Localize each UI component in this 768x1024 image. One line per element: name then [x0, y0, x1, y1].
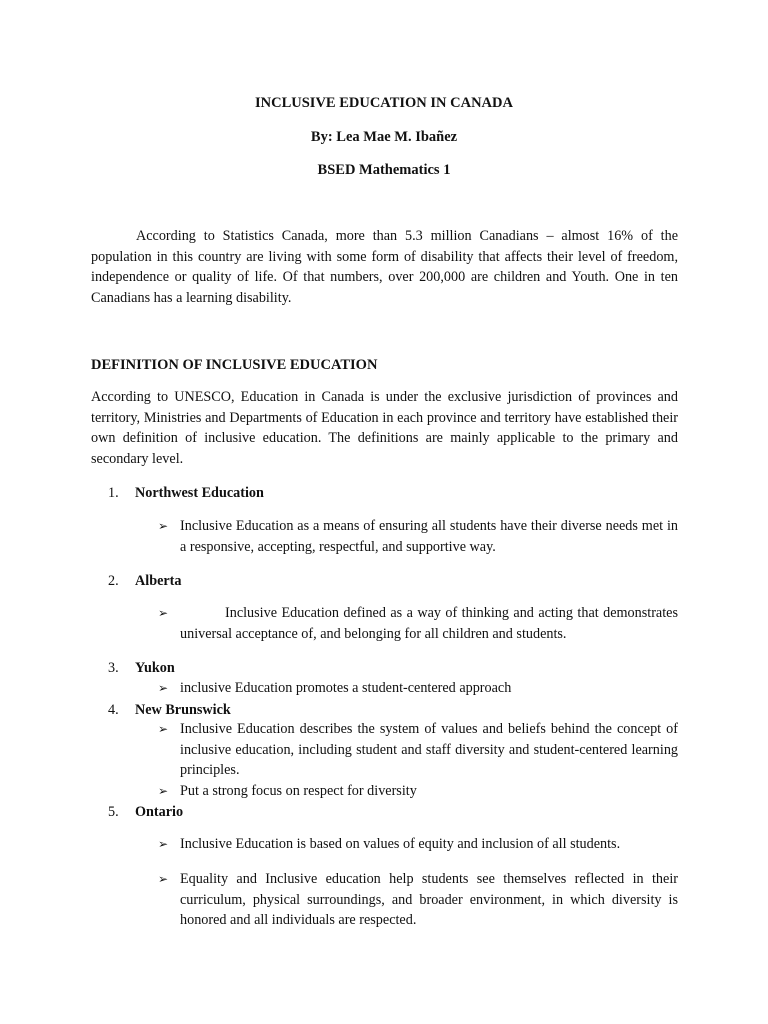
- bullet-point: [158, 834, 678, 855]
- list-item: [108, 701, 231, 719]
- bullet-point: [158, 678, 678, 699]
- list-item-number: 1.: [108, 485, 119, 501]
- list-item-name: Yukon: [135, 660, 175, 676]
- bullet-point: [158, 869, 678, 931]
- bullet-point: [158, 516, 678, 557]
- section-paragraph: According to UNESCO, Education in Canada is under the exclusive jurisdiction of provinces and territory, Ministries and Departments of Education in each province and territory have established their own definition of inclusive education. The definitions are mainly applicable to the primary and secondary level.: [91, 389, 678, 467]
- bullet-text: Inclusive Education as a means of ensuring all students have their diverse needs met in a responsive, accepting, respectful, and supportive way.: [180, 518, 678, 555]
- section-heading: DEFINITION OF INCLUSIVE EDUCATION: [91, 357, 378, 373]
- list-item-name: New Brunswick: [135, 702, 231, 718]
- bullet-point: [158, 719, 678, 781]
- bullet-point: [158, 603, 678, 644]
- bullet-point: [158, 781, 678, 802]
- arrow-bullet-icon: ➢: [158, 606, 169, 620]
- arrow-bullet-icon: ➢: [158, 681, 169, 695]
- arrow-bullet-icon: ➢: [158, 722, 169, 736]
- list-item: [108, 484, 264, 502]
- arrow-bullet-icon: ➢: [158, 784, 169, 798]
- list-item-number: 5.: [108, 804, 119, 820]
- arrow-bullet-icon: ➢: [158, 837, 169, 851]
- list-item: [108, 659, 175, 677]
- intro-paragraph: According to Statistics Canada, more than 5.3 million Canadians – almost 16% of the population in this country are living with some form of disability that affects their level of freedom, independence or quality of life. Of that numbers, over 200,000 are children and Youth. One in ten Canadians has a learning disability.: [91, 228, 678, 306]
- document-title: INCLUSIVE EDUCATION IN CANADA: [255, 95, 513, 111]
- arrow-bullet-icon: ➢: [158, 519, 169, 533]
- bullet-text: Equality and Inclusive education help students see themselves reflected in their curriculum, physical surroundings, and broader environment, in which diversity is honored and all individuals are respected.: [180, 871, 678, 929]
- bullet-text: Inclusive Education defined as a way of thinking and acting that demonstrates universal acceptance of, and belonging for all children and students.: [180, 605, 678, 642]
- list-item: [108, 572, 182, 590]
- list-item-number: 3.: [108, 660, 119, 676]
- list-item-name: Ontario: [135, 804, 184, 820]
- bullet-text: Inclusive Education is based on values of equity and inclusion of all students.: [180, 836, 621, 852]
- list-item: [108, 803, 183, 821]
- bullet-text: Inclusive Education describes the system of values and beliefs behind the concept of inclusive education, including student and staff diversity and student-centered learning principles.: [180, 721, 678, 779]
- document-author: By: Lea Mae M. Ibañez: [310, 129, 458, 145]
- list-item-name: Alberta: [135, 573, 182, 589]
- list-item-number: 2.: [108, 573, 119, 589]
- list-item-number: 4.: [108, 702, 119, 718]
- list-item-name: Northwest Education: [135, 485, 264, 501]
- bullet-text: inclusive Education promotes a student-centered approach: [180, 680, 512, 696]
- bullet-text: Put a strong focus on respect for diversity: [180, 783, 417, 799]
- arrow-bullet-icon: ➢: [158, 872, 169, 886]
- document-course: BSED Mathematics 1: [317, 162, 451, 178]
